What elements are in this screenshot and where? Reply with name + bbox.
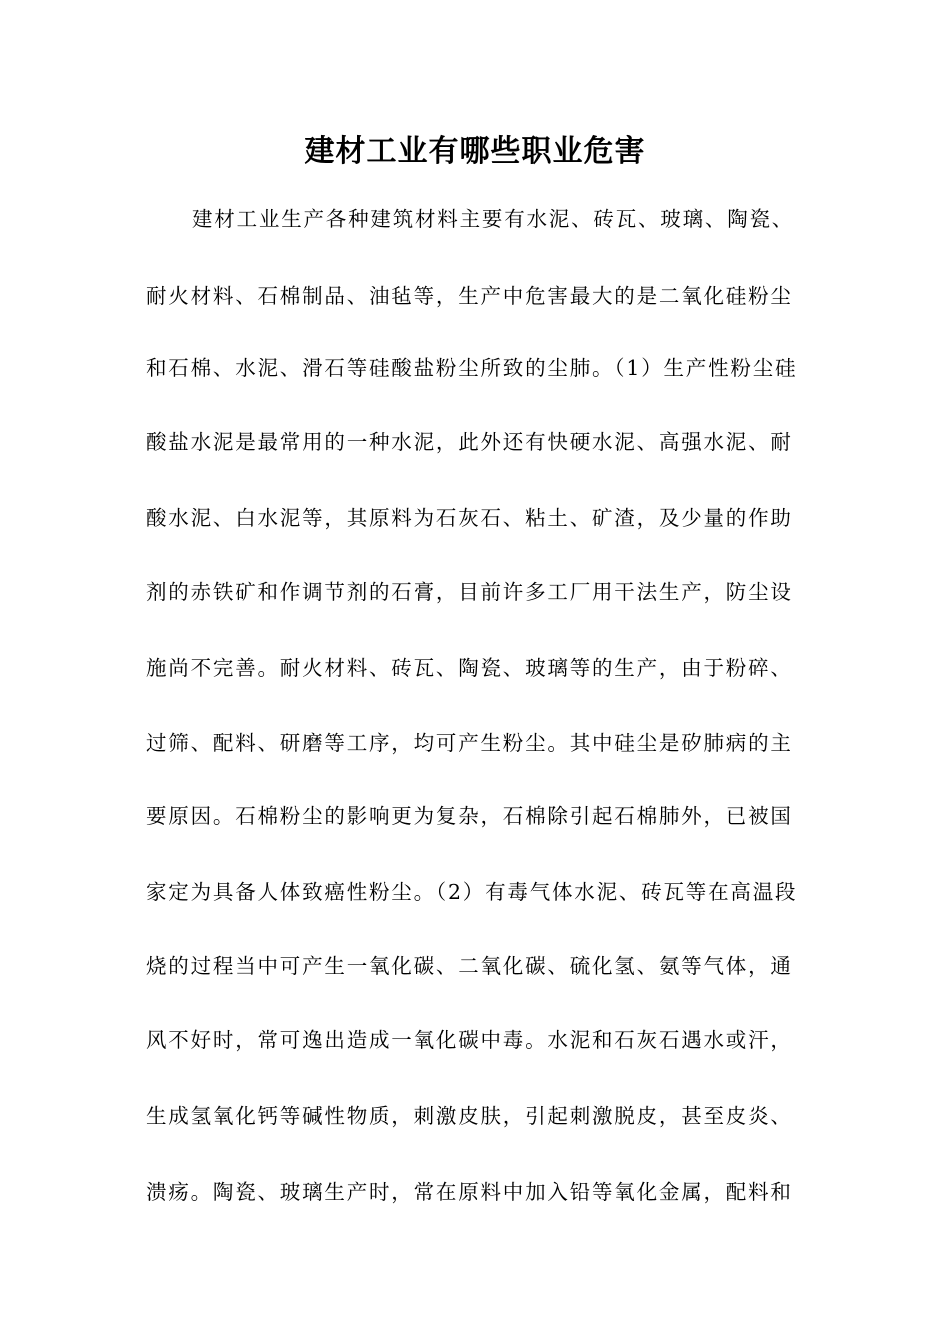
paragraph-line: 建材工业生产各种建筑材料主要有水泥、砖瓦、玻璃、陶瓷、 (192, 207, 795, 231)
paragraph-line: 家定为具备人体致癌性粉尘。（2）有毒气体水泥、砖瓦等在高温段 (146, 880, 798, 904)
paragraph-line: 和石棉、水泥、滑石等硅酸盐粉尘所致的尘肺。（1）生产性粉尘硅 (146, 356, 798, 380)
document-title: 建材工业有哪些职业危害 (304, 134, 646, 169)
paragraph-line: 烧的过程当中可产生一氧化碳、二氧化碳、硫化氢、氨等气体，通 (146, 954, 793, 978)
paragraph-line: 生成氢氧化钙等碱性物质，刺激皮肤，引起刺激脱皮，甚至皮炎、 (146, 1104, 793, 1128)
paragraph-line: 溃疡。陶瓷、玻璃生产时，常在原料中加入铅等氧化金属，配料和 (146, 1180, 793, 1204)
paragraph-line: 风不好时，常可逸出造成一氧化碳中毒。水泥和石灰石遇水或汗， (146, 1028, 793, 1052)
paragraph-line: 要原因。石棉粉尘的影响更为复杂，石棉除引起石棉肺外，已被国 (146, 804, 793, 828)
paragraph-line: 过筛、配料、研磨等工序，均可产生粉尘。其中硅尘是矽肺病的主 (146, 731, 793, 755)
paragraph-line: 酸水泥、白水泥等，其原料为石灰石、粘土、矿渣，及少量的作助 (146, 506, 793, 530)
paragraph-line: 酸盐水泥是最常用的一种水泥，此外还有快硬水泥、高强水泥、耐 (146, 430, 793, 454)
paragraph-line: 剂的赤铁矿和作调节剂的石膏，目前许多工厂用干法生产，防尘设 (146, 580, 793, 604)
paragraph-line: 施尚不完善。耐火材料、砖瓦、陶瓷、玻璃等的生产，由于粉碎、 (146, 656, 793, 680)
paragraph-line: 耐火材料、石棉制品、油毡等，生产中危害最大的是二氧化硅粉尘 (146, 284, 793, 308)
